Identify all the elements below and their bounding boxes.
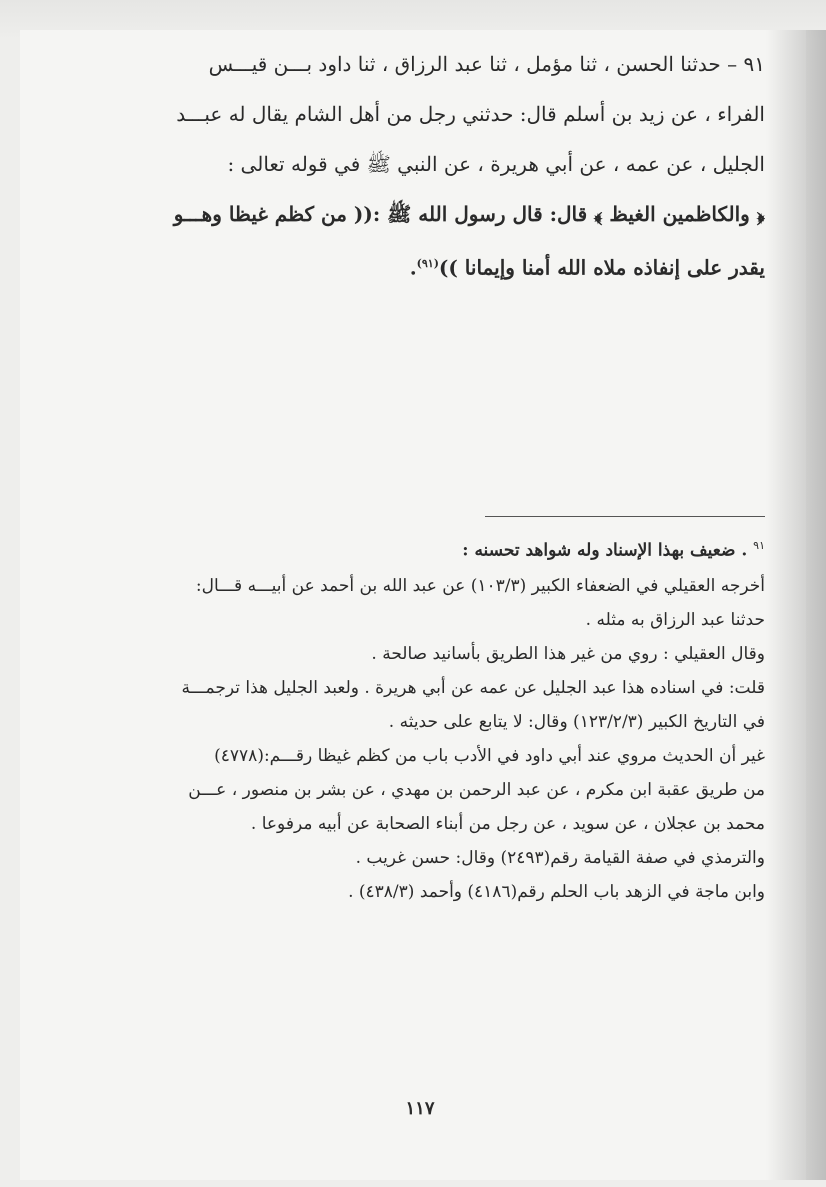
footnote-heading bbox=[300, 532, 765, 565]
footnote-line: حدثنا عبد الرزاق به مثله . bbox=[585, 610, 765, 630]
text-line: ٩١ – حدثنا الحسن ، ثنا مؤمل ، ثنا عبد الرزاق ، ثنا داود بـــن قيـــس bbox=[208, 52, 765, 76]
text-line-last: يقدر على إنفاذه ملاه الله أمنا وإيمانا ))$^{(٩١)}$. bbox=[409, 255, 765, 280]
footnote-number: ٩١ bbox=[753, 539, 765, 552]
text-line: ﴿ والكاظمين الغيظ ﴾ قال: قال رسول الله ﷺ :(( من كظم غيظا وهـــو bbox=[173, 202, 765, 226]
footnote-line: من طريق عقبة ابن مكرم ، عن عبد الرحمن بن مهدي ، عن بشر بن منصور ، عـــن bbox=[188, 780, 765, 800]
footnote-line: والترمذي في صفة القيامة رقم(٢٤٩٣) وقال: حسن غريب . bbox=[355, 848, 765, 868]
footnote-reference: (٩١) bbox=[416, 257, 439, 270]
footnote-body bbox=[95, 572, 765, 912]
binding-gutter-shadow bbox=[766, 30, 826, 1180]
footnote-line: قلت: في اسناده هذا عبد الجليل عن عمه عن أبي هريرة . ولعبد الجليل هذا ترجمـــة bbox=[181, 678, 765, 698]
footnote-line: في التاريخ الكبير (١٢٣/٢/٣) وقال: لا يتابع على حديثه . bbox=[388, 712, 765, 732]
footnote-divider bbox=[485, 516, 765, 517]
footnote-line: وقال العقيلي : روي من غير هذا الطريق بأسانيد صالحة . bbox=[371, 644, 765, 664]
text-line: الجليل ، عن عمه ، عن أبي هريرة ، عن النبي ﷺ في قوله تعالى : bbox=[227, 152, 765, 176]
text-line-content: يقدر على إنفاذه ملاه الله أمنا وإيمانا )) bbox=[438, 255, 765, 280]
footnote-line: غير أن الحديث مروي عند أبي داود في الأدب باب من كظم غيظا رقـــم:(٤٧٧٨) bbox=[214, 746, 765, 766]
page-number: ١١٧ bbox=[405, 1098, 435, 1119]
text-line: الفراء ، عن زيد بن أسلم قال: حدثني رجل من أهل الشام يقال له عبـــد bbox=[176, 102, 765, 126]
footnote-line: أخرجه العقيلي في الضعفاء الكبير (١٠٣/٣) عن عبد الله بن أحمد عن أبيـــه قـــال: bbox=[195, 576, 765, 596]
footnote-heading-text: . ضعيف بهذا الإسناد وله شواهد تحسنه : bbox=[462, 540, 748, 561]
hadith-text bbox=[95, 48, 765, 298]
footnote-line: محمد بن عجلان ، عن سويد ، عن رجل من أبناء الصحابة عن أبيه مرفوعا . bbox=[250, 814, 765, 834]
footnote-line: وابن ماجة في الزهد باب الحلم رقم(٤١٨٦) وأحمد (٤٣٨/٣) . bbox=[348, 882, 765, 902]
